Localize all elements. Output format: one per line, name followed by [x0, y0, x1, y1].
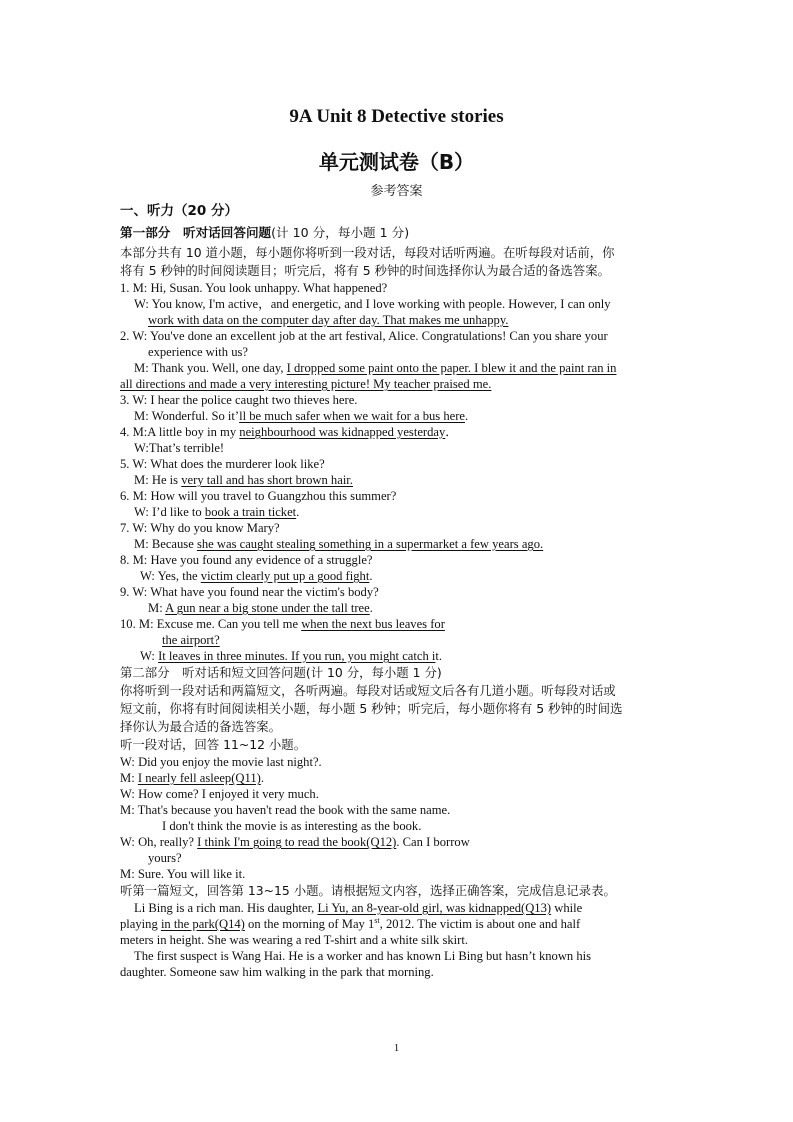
answer-prefix: 10. M: Excuse me. Can you tell me	[120, 617, 302, 631]
page-number: 1	[393, 1042, 400, 1054]
answer-line	[120, 568, 680, 584]
answer-line	[120, 360, 680, 376]
answer-line	[120, 632, 680, 648]
answer-line	[120, 536, 680, 552]
passage-text: , 2012. The victim is about one and half	[379, 917, 581, 931]
question-line: 1. M: Hi, Susan. You look unhappy. What happened?	[120, 281, 388, 295]
question-line: W:That’s terrible!	[134, 441, 225, 455]
answer-text: ll be much safer when we wait for a bus here	[239, 409, 466, 423]
part2-instruction-line: 短文前，你将有时间阅读相关小题，每小题 5 秒钟；听完后，每小题你将有 5 秒钟的时间选	[120, 701, 623, 716]
answer-suffix: .	[465, 409, 469, 423]
answer-line	[120, 408, 680, 424]
answer-text: all directions and made a very interesting picture! My teacher praised me.	[120, 377, 492, 391]
question-line	[120, 616, 680, 632]
question-line: 3. W: I hear the police caught two thieves here.	[120, 393, 358, 407]
passage-line: meters in height. She was wearing a red T-shirt and a white silk skirt.	[120, 933, 469, 947]
answer-line	[120, 504, 680, 520]
passage-line	[120, 916, 680, 932]
question-line: 6. M: How will you travel to Guangzhou this summer?	[120, 489, 397, 503]
answer-prefix: M:	[120, 771, 138, 785]
question-line	[120, 424, 680, 440]
passage-text: Li Bing is a rich man. His daughter,	[134, 901, 318, 915]
answer-prefix: W:	[140, 649, 159, 663]
answer-prefix: M: He is	[134, 473, 182, 487]
document-title-cn: 单元测试卷（B）	[318, 150, 475, 174]
section-heading: 一、听力（20 分）	[120, 203, 238, 219]
passage-text: playing	[120, 917, 161, 931]
part1-title-bold: 第一部分 听对话回答问题	[120, 225, 272, 240]
passage-intro: 听第一篇短文，回答第 13~15 小题。请根据短文内容，选择正确答案，完成信息记录表。	[120, 883, 616, 898]
answer-suffix: . Can I borrow	[396, 835, 470, 849]
answer-text: A gun near a big stone under the tall tree	[165, 601, 370, 615]
answer-text: in the park(Q14)	[160, 917, 245, 931]
dialog-line: W: Did you enjoy the movie last night?.	[120, 755, 322, 769]
answer-text: when the next bus leaves for	[301, 617, 445, 631]
answer-text: It leaves in three minutes. If you run, you might catch i	[158, 649, 436, 663]
question-line: W: You know, I'm active，and energetic, and I love working with people. However, I can only	[134, 297, 611, 311]
question-line: 2. W: You've done an excellent job at the art festival, Alice. Congratulations! Can you share your	[120, 329, 608, 343]
part1-instruction-line: 将有 5 秒钟的时间阅读题目；听完后，将有 5 秒钟的时间选择你认为最合适的备选答案。	[120, 263, 610, 278]
answer-text: I think I'm going to read the book(Q12)	[197, 835, 397, 849]
answer-text: I nearly fell asleep(Q11)	[137, 771, 261, 785]
part1-instruction-line: 本部分共有 10 道小题，每小题你将听到一段对话，每段对话听两遍。在听每段对话前，你	[120, 245, 615, 260]
answer-text: Li Yu, an 8-year-old girl, was kidnapped(Q13)	[317, 901, 552, 915]
passage-text: while	[551, 901, 583, 915]
answer-prefix: W: I’d like to	[134, 505, 205, 519]
dialog-line: I don't think the movie is as interesting as the book.	[162, 819, 422, 833]
dialog-line: M: Sure. You will like it.	[120, 867, 246, 881]
answer-prefix: W: Yes, the	[140, 569, 201, 583]
question-line: experience with us?	[148, 345, 249, 359]
answer-suffix: t.	[435, 649, 443, 663]
part2-title: 第二部分 听对话和短文回答问题(计 10 分，每小题 1 分)	[120, 665, 442, 680]
answer-line	[120, 472, 680, 488]
dialog-line	[120, 770, 680, 786]
answer-suffix: .	[369, 569, 373, 583]
answer-text: she was caught stealing something in a supermarket a few years ago.	[196, 537, 544, 551]
answer-prefix: M: Wonderful. So it’	[134, 409, 240, 423]
answer-suffix: .	[369, 601, 373, 615]
question-line: 8. M: Have you found any evidence of a struggle?	[120, 553, 373, 567]
answer-prefix: M: Thank you. Well, one day,	[134, 361, 287, 375]
question-line: 5. W: What does the murderer look like?	[120, 457, 325, 471]
answer-text: work with data on the computer day after day. That makes me unhappy.	[148, 313, 509, 327]
answer-text: very tall and has short brown hair.	[181, 473, 353, 487]
answer-suffix: .	[296, 505, 300, 519]
part2-instruction-line: 你将听到一段对话和两篇短文，各听两遍。每段对话或短文后各有几道小题。听每段对话或	[120, 683, 616, 698]
question-line: 9. W: What have you found near the victim's body?	[120, 585, 379, 599]
answer-prefix: W: Oh, really?	[120, 835, 198, 849]
passage-text: on the morning of May 1	[244, 917, 375, 931]
dialog-intro: 听一段对话，回答 11~12 小题。	[120, 737, 307, 752]
passage-line	[120, 900, 680, 916]
dialog-line: yours?	[148, 851, 182, 865]
document-body	[120, 200, 680, 980]
part1-title-rest: (计 10 分，每小题 1 分)	[271, 225, 410, 240]
passage-line: The first suspect is Wang Hai. He is a worker and has known Li Bing but hasn’t known his	[134, 949, 592, 963]
answer-line	[120, 648, 680, 664]
passage-line: daughter. Someone saw him walking in the park that morning.	[120, 965, 434, 979]
answer-text: I dropped some paint onto the paper. I blew it and the paint ran in	[286, 361, 617, 375]
answer-prefix: 4. M:A little boy in my	[120, 425, 240, 439]
answer-prefix: M: Because	[134, 537, 197, 551]
ordinal-suffix: st	[374, 915, 380, 925]
answer-line	[120, 376, 680, 392]
answer-text: neighbourhood was kidnapped yesterday	[239, 425, 446, 439]
part2-instruction-line: 择你认为最合适的备选答案。	[120, 719, 282, 734]
dialog-line	[120, 834, 680, 850]
answer-suffix: .	[260, 771, 264, 785]
answer-prefix: M:	[148, 601, 166, 615]
question-line: 7. W: Why do you know Mary?	[120, 521, 280, 535]
part1-title	[120, 222, 680, 244]
dialog-line: W: How come? I enjoyed it very much.	[120, 787, 319, 801]
dialog-line: M: That's because you haven't read the book with the same name.	[120, 803, 451, 817]
answer-text: book a train ticket	[204, 505, 297, 519]
answer-line	[120, 600, 680, 616]
document-title: 9A Unit 8 Detective stories	[289, 106, 504, 127]
answer-text: the airport?	[162, 633, 220, 647]
answer-suffix: ．	[445, 425, 458, 439]
answer-line	[120, 312, 680, 328]
document-subtitle: 参考答案	[370, 184, 423, 199]
answer-text: victim clearly put up a good fight	[200, 569, 370, 583]
